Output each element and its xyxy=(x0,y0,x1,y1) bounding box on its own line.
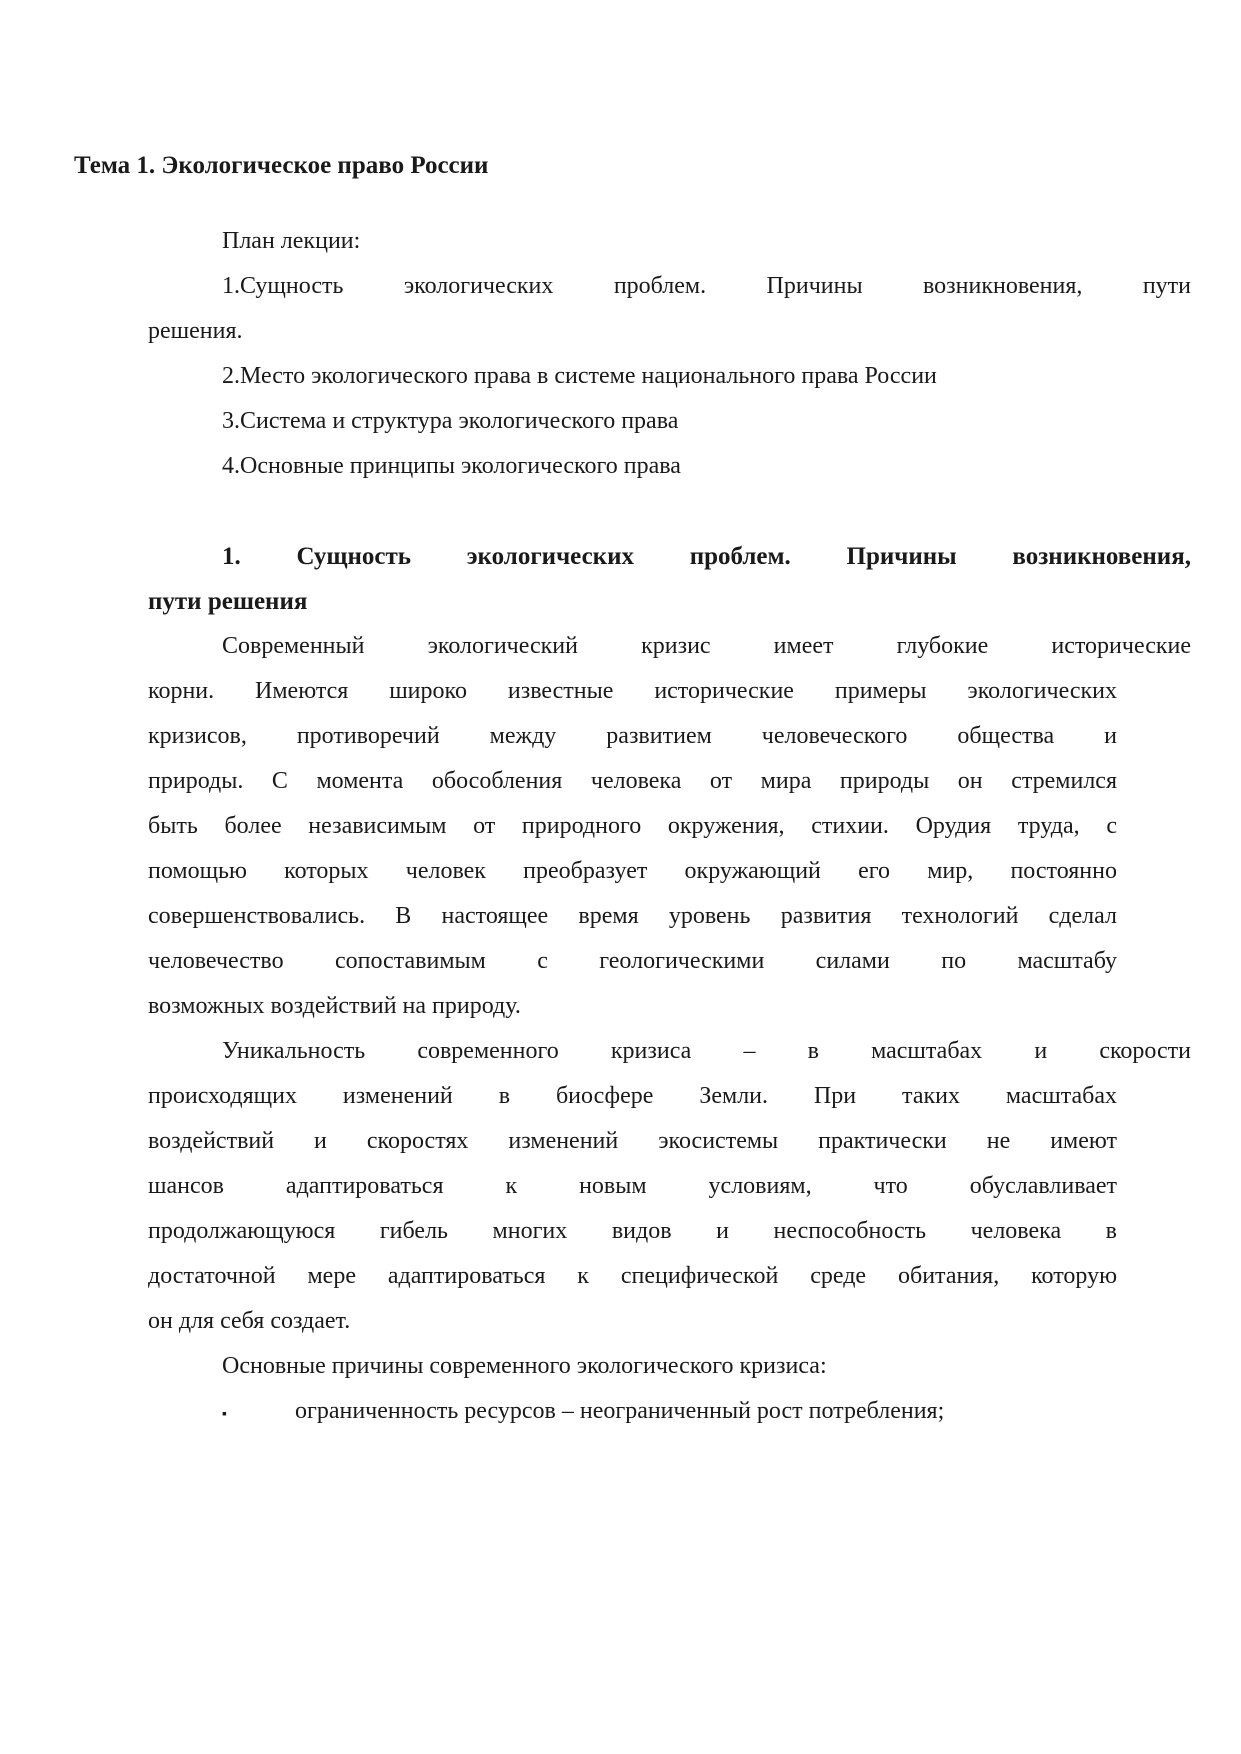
section-heading-line-2: пути решения xyxy=(148,588,308,615)
plan-heading: План лекции: xyxy=(222,228,361,254)
list-item-text: ограниченность ресурсов – неограниченный рост потребления; xyxy=(295,1398,945,1424)
para2-line-7: он для себя создает. xyxy=(148,1308,351,1334)
plan-item-2: 2.Место экологического права в системе национального права России xyxy=(222,363,937,389)
para2-line-6: достаточной мере адаптироваться к специфической среде обитания, которую xyxy=(148,1263,1117,1289)
list-item xyxy=(148,1398,1117,1432)
para2-line-2: происходящих изменений в биосфере Земли. При таких масштабах xyxy=(148,1083,1117,1109)
para1-line-1: Современный экологический кризис имеет глубокие исторические xyxy=(222,633,1191,659)
para1-line-3: кризисов, противоречий между развитием человеческого общества и xyxy=(148,723,1117,749)
para1-line-6: помощью которых человек преобразует окружающий его мир, постоянно xyxy=(148,858,1117,884)
para1-line-7: совершенствовались. В настоящее время уровень развития технологий сделал xyxy=(148,903,1117,929)
para2-line-4: шансов адаптироваться к новым условиям, что обуславливает xyxy=(148,1173,1117,1199)
para1-line-9: возможных воздействий на природу. xyxy=(148,993,521,1019)
bullet-marker: ▪ xyxy=(222,1407,227,1422)
plan-item-1-line-2: решения. xyxy=(148,318,243,344)
para1-line-2: корни. Имеются широко известные исторические примеры экологических xyxy=(148,678,1117,704)
para2-line-3: воздействий и скоростях изменений экосистемы практически не имеют xyxy=(148,1128,1117,1154)
causes-heading: Основные причины современного экологического кризиса: xyxy=(222,1353,827,1379)
para1-line-5: быть более независимым от природного окружения, стихии. Орудия труда, с xyxy=(148,813,1117,839)
plan-item-3: 3.Система и структура экологического права xyxy=(222,408,679,434)
para1-line-8: человечество сопоставимым с геологическими силами по масштабу xyxy=(148,948,1117,974)
plan-item-4: 4.Основные принципы экологического права xyxy=(222,453,681,479)
para2-line-5: продолжающуюся гибель многих видов и неспособность человека в xyxy=(148,1218,1117,1244)
para2-line-1: Уникальность современного кризиса – в масштабах и скорости xyxy=(222,1038,1191,1064)
plan-item-1-line-1: 1.Сущность экологических проблем. Причины возникновения, пути xyxy=(222,273,1191,299)
section-heading-line-1: 1. Сущность экологических проблем. Причины возникновения, xyxy=(222,543,1191,570)
para1-line-4: природы. С момента обособления человека от мира природы он стремился xyxy=(148,768,1117,794)
page-title: Тема 1. Экологическое право России xyxy=(74,152,489,179)
